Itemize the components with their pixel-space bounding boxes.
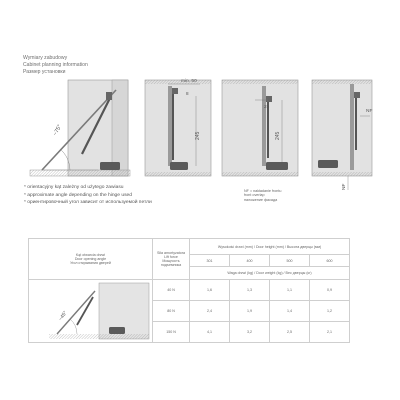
footnote-english: * approximate angle depending on the hinge used <box>24 192 132 198</box>
angle-label: ~45° <box>57 309 69 322</box>
heading-polish: Wymiary zabudowy <box>23 55 68 61</box>
height-400: 400 <box>230 255 270 267</box>
force-value: 40 N <box>153 280 190 301</box>
hatched-floor <box>30 170 130 176</box>
weight-value: 1,4 <box>270 301 310 322</box>
diagram-closed-offset <box>222 80 298 176</box>
offset-dimension-label: 25 <box>264 105 270 110</box>
hatched-top <box>145 80 211 84</box>
force-column-header: Siła amortyzatora Lift force Мощность подъемника <box>153 239 190 280</box>
door-front <box>262 86 266 166</box>
force-value: 150 N <box>153 322 190 343</box>
lift-arm <box>77 297 93 325</box>
hatched-floor <box>222 172 298 176</box>
weight-value: 1,2 <box>310 301 350 322</box>
weight-value: 2,4 <box>190 301 230 322</box>
heading-russian: Размер установки <box>23 69 66 76</box>
hatched-floor <box>312 172 372 176</box>
heading-english: Cabinet planning information <box>23 62 88 69</box>
lift-base <box>170 162 188 170</box>
force-value: 80 N <box>153 301 190 322</box>
angle-arc <box>70 319 77 334</box>
cabinet-side-wall <box>112 80 128 176</box>
lift-bracket <box>172 88 178 94</box>
weight-value: 1,6 <box>190 280 230 301</box>
dimension-min-label: min. 50 <box>181 79 197 84</box>
lift-base <box>318 160 338 168</box>
door-angle-illustration <box>29 280 153 343</box>
lift-bracket <box>266 96 272 102</box>
height-600: 600 <box>310 255 350 267</box>
weight-value: 1,1 <box>270 280 310 301</box>
nf-side-label: NF <box>366 109 373 114</box>
weight-value: 3,2 <box>230 322 270 343</box>
hatched-floor <box>49 334 149 339</box>
diagram-front-overlap <box>312 80 372 190</box>
dimension-top-label: 8 <box>186 91 189 96</box>
weight-value: 4,1 <box>190 322 230 343</box>
hatched-floor <box>145 172 211 176</box>
footnote-polish: * orientacyjny kąt zależny od użytego zawiasu <box>24 185 124 190</box>
door-height-header: Wysokość drzwi (mm) / Door height (mm) / Высота дверцы (мм) <box>190 239 350 255</box>
angle-diagram <box>29 281 153 341</box>
lift-base <box>109 327 125 334</box>
lift-bracket <box>354 92 360 98</box>
height-500: 500 <box>270 255 310 267</box>
cabinet-panel <box>222 80 298 176</box>
weight-value: 0,9 <box>310 280 350 301</box>
nf-legend-english: front overlap <box>244 193 265 198</box>
nf-legend-russian: наложение фасада <box>244 197 278 202</box>
weight-value: 2,5 <box>270 322 310 343</box>
angle-label: ~75° <box>52 123 64 137</box>
weight-value: 1,3 <box>230 280 270 301</box>
dimension-height-label: 245 <box>195 131 201 140</box>
weight-value: 2,1 <box>310 322 350 343</box>
height-300: 301 <box>190 255 230 267</box>
door-weight-header: Waga drzwi (kg) / Door weight (kg) / Вес дверцы (кг) <box>190 267 350 280</box>
door-front <box>350 84 354 170</box>
footnote-russian: * ориентировочный угол зависит от используемой петли <box>24 200 152 205</box>
hatched-top <box>312 80 372 84</box>
dimension-height-label: 245 <box>275 131 281 140</box>
angle-column-header: Kąt otwarcia drzwi Door opening angle Угол открывания дверей <box>29 239 153 280</box>
cabinet-panel <box>145 80 211 176</box>
lift-force-table <box>28 238 350 343</box>
lift-base <box>100 162 120 170</box>
weight-value: 1,9 <box>230 301 270 322</box>
nf-legend <box>244 189 281 202</box>
hatched-top <box>222 80 298 84</box>
nf-bottom-label: NF <box>342 183 347 190</box>
table-row <box>29 280 350 301</box>
diagram-open-angle <box>30 80 130 176</box>
angle-footnotes <box>24 184 152 207</box>
lift-base <box>266 162 288 170</box>
door-front <box>168 86 172 166</box>
diagram-closed-dimensions <box>145 78 211 176</box>
lift-bracket <box>106 92 112 100</box>
nf-legend-polish: NF = nakładanie frontu <box>244 189 282 193</box>
